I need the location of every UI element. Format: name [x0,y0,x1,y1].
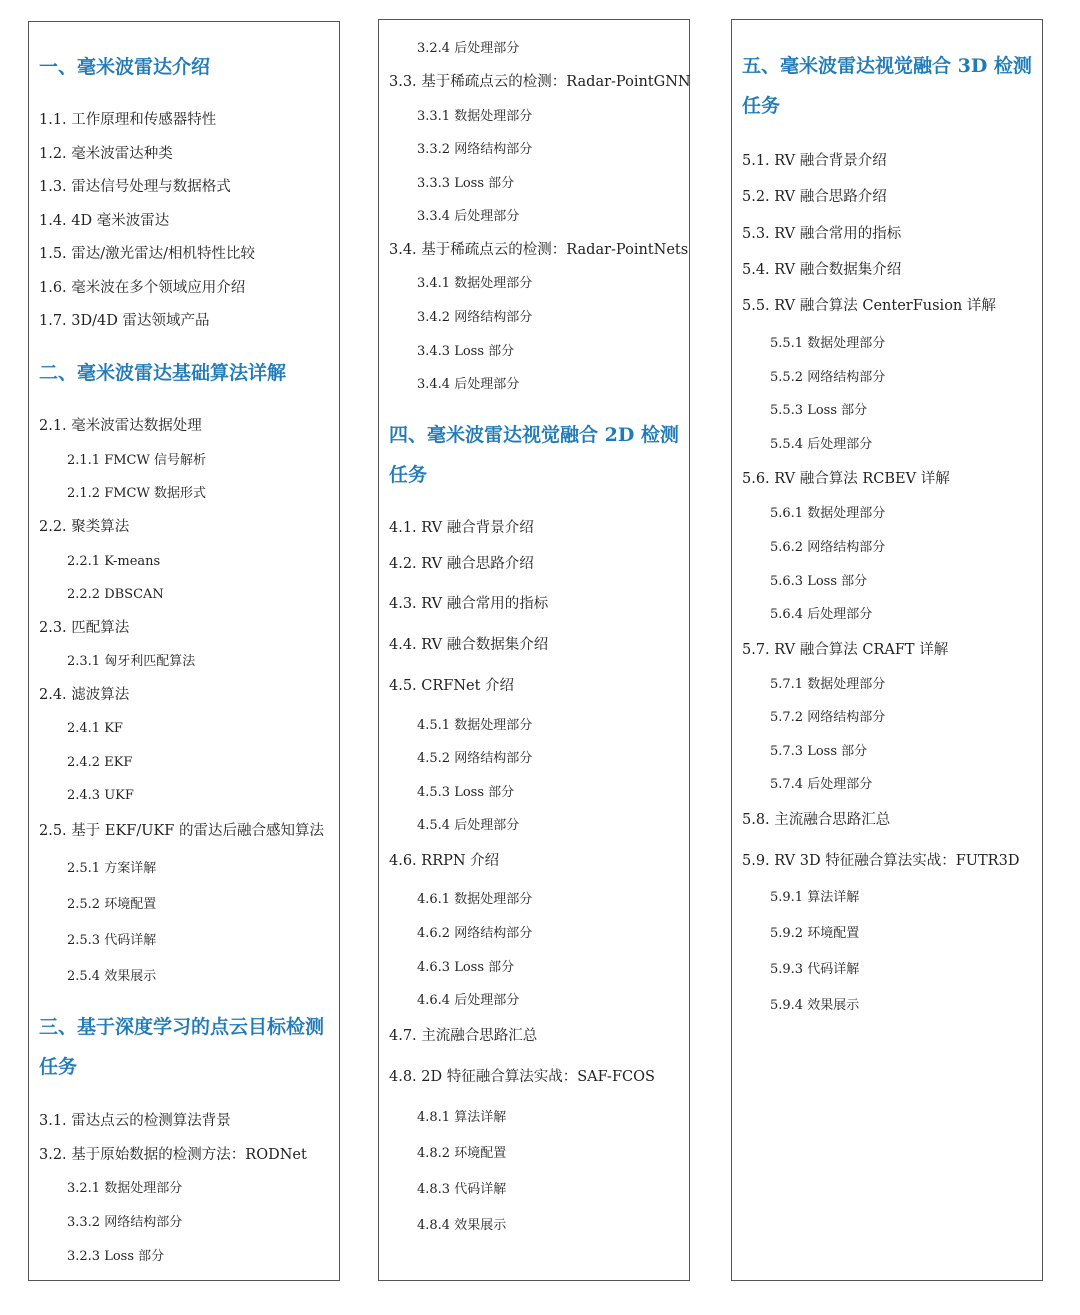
toc-subentry: 5.5.2 网络结构部分 [770,369,886,385]
toc-subentry: 2.1.2 FMCW 数据形式 [67,485,206,501]
toc-subentry: 2.4.1 KF [67,720,123,736]
toc-subentry: 5.6.2 网络结构部分 [770,539,886,555]
toc-column-2 [378,19,690,1281]
toc-entry: 1.6. 毫米波在多个领域应用介绍 [39,279,246,296]
toc-subentry: 2.4.2 EKF [67,754,133,770]
toc-subentry: 5.5.1 数据处理部分 [770,335,886,351]
toc-subentry: 3.2.4 后处理部分 [417,40,520,56]
toc-entry: 2.3. 匹配算法 [39,619,130,636]
toc-section-heading: 五、毫米波雷达视觉融合 3D 检测 [742,54,1032,77]
toc-subentry: 4.8.1 算法详解 [417,1109,507,1125]
toc-subentry: 3.3.1 数据处理部分 [417,108,533,124]
toc-entry: 3.3. 基于稀疏点云的检测：Radar-PointGNN [389,73,691,90]
toc-entry: 4.1. RV 融合背景介绍 [389,519,534,536]
toc-subentry: 3.4.4 后处理部分 [417,376,520,392]
toc-subentry: 2.1.1 FMCW 信号解析 [67,452,206,468]
toc-subentry: 5.9.2 环境配置 [770,925,860,941]
toc-entry: 4.8. 2D 特征融合算法实战：SAF-FCOS [389,1068,655,1085]
toc-subentry: 2.3.1 匈牙利匹配算法 [67,653,196,669]
toc-subentry: 3.2.3 Loss 部分 [67,1248,165,1264]
toc-subentry: 3.4.3 Loss 部分 [417,343,515,359]
toc-subentry: 3.4.1 数据处理部分 [417,275,533,291]
toc-subentry: 5.6.4 后处理部分 [770,606,873,622]
toc-subentry: 4.5.4 后处理部分 [417,817,520,833]
toc-subentry: 4.5.1 数据处理部分 [417,717,533,733]
toc-entry: 4.2. RV 融合思路介绍 [389,555,534,572]
toc-section-heading: 任务 [742,94,781,117]
toc-subentry: 3.3.2 网络结构部分 [67,1214,183,1230]
toc-entry: 1.3. 雷达信号处理与数据格式 [39,178,231,195]
toc-entry: 4.7. 主流融合思路汇总 [389,1027,538,1044]
toc-subentry: 4.5.3 Loss 部分 [417,784,515,800]
toc-subentry: 5.7.2 网络结构部分 [770,709,886,725]
toc-subentry: 3.3.3 Loss 部分 [417,175,515,191]
toc-subentry: 5.9.3 代码详解 [770,961,860,977]
toc-subentry: 5.9.4 效果展示 [770,997,860,1013]
toc-entry: 4.3. RV 融合常用的指标 [389,595,549,612]
toc-entry: 3.2. 基于原始数据的检测方法：RODNet [39,1146,307,1163]
toc-subentry: 5.9.1 算法详解 [770,889,860,905]
toc-subentry: 2.2.2 DBSCAN [67,586,164,602]
toc-subentry: 2.2.1 K-means [67,553,161,569]
toc-entry: 5.6. RV 融合算法 RCBEV 详解 [742,470,950,487]
toc-entry: 2.1. 毫米波雷达数据处理 [39,417,202,434]
toc-entry: 1.5. 雷达/激光雷达/相机特性比较 [39,245,256,262]
toc-subentry: 2.5.1 方案详解 [67,860,157,876]
toc-subentry: 3.3.2 网络结构部分 [417,141,533,157]
toc-entry: 5.2. RV 融合思路介绍 [742,188,887,205]
toc-subentry: 4.8.3 代码详解 [417,1181,507,1197]
toc-subentry: 4.6.2 网络结构部分 [417,925,533,941]
toc-column-1 [28,21,340,1281]
toc-subentry: 2.5.2 环境配置 [67,896,157,912]
toc-entry: 3.1. 雷达点云的检测算法背景 [39,1112,231,1129]
toc-subentry: 5.5.4 后处理部分 [770,436,873,452]
toc-entry: 5.7. RV 融合算法 CRAFT 详解 [742,641,949,658]
toc-entry: 5.1. RV 融合背景介绍 [742,152,887,169]
toc-entry: 2.2. 聚类算法 [39,518,130,535]
toc-section-heading: 任务 [389,463,428,486]
toc-entry: 1.2. 毫米波雷达种类 [39,145,173,162]
toc-section-heading: 三、基于深度学习的点云目标检测 [39,1015,325,1038]
toc-subentry: 4.6.1 数据处理部分 [417,891,533,907]
toc-subentry: 5.6.3 Loss 部分 [770,573,868,589]
toc-subentry: 2.5.4 效果展示 [67,968,157,984]
toc-subentry: 4.5.2 网络结构部分 [417,750,533,766]
toc-entry: 5.8. 主流融合思路汇总 [742,811,891,828]
toc-column-3 [731,19,1043,1281]
toc-subentry: 4.8.4 效果展示 [417,1217,507,1233]
toc-section-heading: 一、毫米波雷达介绍 [39,55,211,78]
toc-section-heading: 二、毫米波雷达基础算法详解 [39,361,287,384]
toc-entry: 3.4. 基于稀疏点云的检测：Radar-PointNets [389,241,689,258]
toc-subentry: 5.5.3 Loss 部分 [770,402,868,418]
toc-entry: 1.4. 4D 毫米波雷达 [39,212,170,229]
toc-subentry: 5.7.1 数据处理部分 [770,676,886,692]
toc-subentry: 5.6.1 数据处理部分 [770,505,886,521]
toc-entry: 2.5. 基于 EKF/UKF 的雷达后融合感知算法 [39,822,324,839]
toc-subentry: 5.7.4 后处理部分 [770,776,873,792]
toc-subentry: 3.4.2 网络结构部分 [417,309,533,325]
toc-entry: 4.4. RV 融合数据集介绍 [389,636,549,653]
toc-section-heading: 四、毫米波雷达视觉融合 2D 检测 [389,423,679,446]
toc-subentry: 2.5.3 代码详解 [67,932,157,948]
toc-entry: 4.5. CRFNet 介绍 [389,677,515,694]
toc-entry: 5.9. RV 3D 特征融合算法实战：FUTR3D [742,852,1020,869]
toc-section-heading: 任务 [39,1055,78,1078]
toc-subentry: 4.8.2 环境配置 [417,1145,507,1161]
toc-entry: 5.3. RV 融合常用的指标 [742,225,902,242]
toc-entry: 5.5. RV 融合算法 CenterFusion 详解 [742,297,996,314]
toc-subentry: 3.2.1 数据处理部分 [67,1180,183,1196]
toc-subentry: 4.6.4 后处理部分 [417,992,520,1008]
toc-subentry: 2.4.3 UKF [67,787,134,803]
toc-subentry: 4.6.3 Loss 部分 [417,959,515,975]
toc-entry: 1.1. 工作原理和传感器特性 [39,111,217,128]
toc-entry: 2.4. 滤波算法 [39,686,130,703]
toc-entry: 4.6. RRPN 介绍 [389,852,500,869]
toc-entry: 5.4. RV 融合数据集介绍 [742,261,902,278]
toc-subentry: 3.3.4 后处理部分 [417,208,520,224]
toc-subentry: 5.7.3 Loss 部分 [770,743,868,759]
toc-entry: 1.7. 3D/4D 雷达领域产品 [39,312,210,329]
